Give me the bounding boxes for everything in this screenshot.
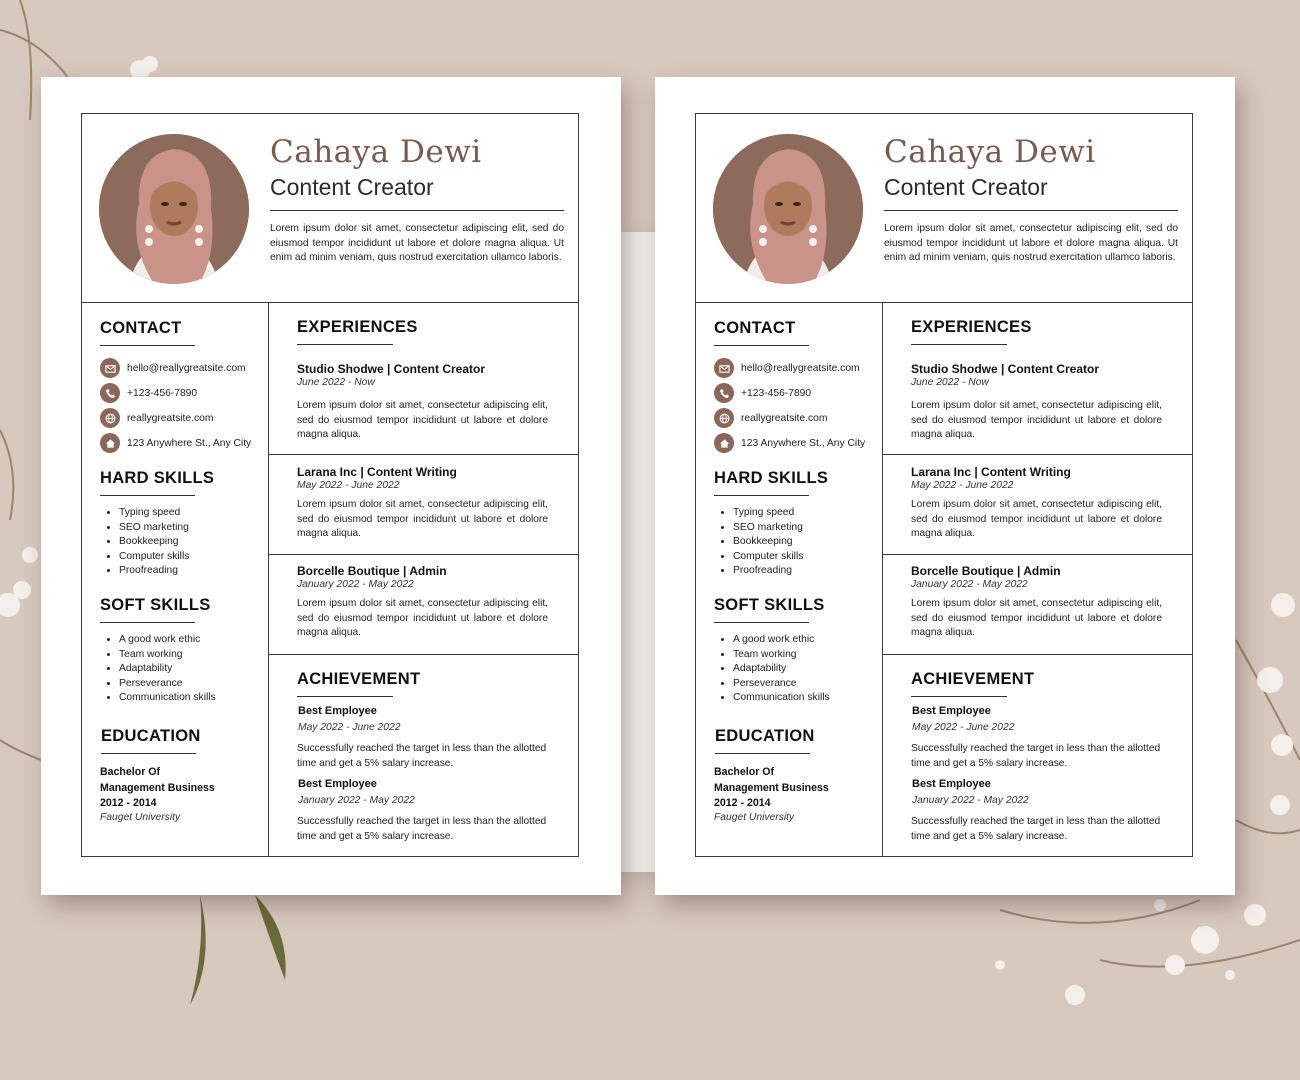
hard-skills-rule bbox=[714, 495, 809, 496]
header-divider bbox=[81, 302, 579, 303]
achievement-item-date: January 2022 - May 2022 bbox=[298, 795, 415, 806]
education-years: 2012 - 2014 bbox=[714, 797, 771, 809]
list-item: • Computer skills bbox=[119, 550, 189, 565]
experience-date: May 2022 - June 2022 bbox=[911, 480, 1014, 491]
experience-desc: Lorem ipsum dolor sit amet, consectetur adipiscing elit, sed do eiusmod tempor incididunt ut labore et dolore magna aliqua. bbox=[297, 499, 548, 540]
achievement-item-date: January 2022 - May 2022 bbox=[912, 795, 1029, 806]
hard-skills-list bbox=[99, 506, 189, 579]
contact-address: 123 Anywhere St., Any City bbox=[714, 433, 865, 453]
experiences-rule bbox=[297, 344, 393, 345]
mail-icon bbox=[100, 358, 120, 378]
achievement-item-title: Best Employee bbox=[298, 778, 377, 790]
list-item: • Adaptability bbox=[733, 662, 830, 677]
row-divider bbox=[268, 454, 579, 455]
experience-desc: Lorem ipsum dolor sit amet, consectetur adipiscing elit, sed do eiusmod tempor incididunt ut labore et dolore magna aliqua. bbox=[297, 598, 548, 639]
list-item: • Proofreading bbox=[733, 564, 803, 579]
candidate-name: Cahaya Dewi bbox=[884, 134, 1096, 170]
contact-title: CONTACT bbox=[100, 319, 182, 337]
experiences-title: EXPERIENCES bbox=[297, 318, 418, 336]
education-rule bbox=[715, 753, 810, 754]
profile-summary: Lorem ipsum dolor sit amet, consectetur adipiscing elit, sed do eiusmod tempor incididunt ut labore et dolore magna aliqua. Ut enim ad minim veniam, quis nostrud exercitation ullamco laboris. bbox=[270, 223, 564, 264]
achievement-item-title: Best Employee bbox=[912, 778, 991, 790]
achievement-item-desc: Successfully reached the target in less than the allotted time and get a 5% salary increase. bbox=[911, 816, 1161, 842]
education-degree: Bachelor Of bbox=[714, 766, 775, 778]
home-icon bbox=[714, 433, 734, 453]
experience-desc: Lorem ipsum dolor sit amet, consectetur adipiscing elit, sed do eiusmod tempor incididunt ut labore et dolore magna aliqua. bbox=[911, 499, 1162, 540]
list-item: • Typing speed bbox=[119, 506, 189, 521]
resume-page-left bbox=[41, 77, 621, 895]
hard-skills-rule bbox=[100, 495, 195, 496]
contact-rule bbox=[100, 345, 195, 346]
candidate-name: Cahaya Dewi bbox=[270, 134, 482, 170]
experience-title: Studio Shodwe | Content Creator bbox=[911, 362, 1100, 376]
hard-skills-list bbox=[713, 506, 803, 579]
education-title: EDUCATION bbox=[101, 727, 201, 745]
soft-skills-title: SOFT SKILLS bbox=[714, 596, 825, 614]
experience-title: Borcelle Boutique | Admin bbox=[911, 564, 1061, 578]
achievement-rule bbox=[911, 696, 1007, 697]
education-major: Management Business bbox=[100, 782, 215, 794]
contact-phone[interactable]: +123-456-7890 bbox=[714, 383, 811, 403]
soft-skills-list bbox=[99, 633, 216, 706]
experience-title: Larana Inc | Content Writing bbox=[911, 465, 1071, 479]
hard-skills-title: HARD SKILLS bbox=[714, 469, 829, 487]
phone-icon bbox=[714, 383, 734, 403]
contact-email[interactable]: hello@reallygreatsite.com bbox=[100, 358, 246, 378]
row-divider bbox=[268, 554, 579, 555]
column-divider bbox=[882, 302, 883, 857]
experience-date: January 2022 - May 2022 bbox=[911, 579, 1028, 590]
achievement-item-title: Best Employee bbox=[298, 705, 377, 717]
education-school: Fauget University bbox=[714, 812, 795, 823]
list-item: • Typing speed bbox=[733, 506, 803, 521]
achievement-title: ACHIEVEMENT bbox=[911, 670, 1035, 688]
contact-phone[interactable]: +123-456-7890 bbox=[100, 383, 197, 403]
hard-skills-title: HARD SKILLS bbox=[100, 469, 215, 487]
achievement-item-title: Best Employee bbox=[912, 705, 991, 717]
experience-date: May 2022 - June 2022 bbox=[297, 480, 400, 491]
achievement-item-date: May 2022 - June 2022 bbox=[912, 722, 1015, 733]
row-divider bbox=[882, 654, 1193, 655]
contact-rule bbox=[714, 345, 809, 346]
row-divider bbox=[882, 454, 1193, 455]
phone-icon bbox=[100, 383, 120, 403]
profile-photo bbox=[713, 134, 863, 284]
experience-date: June 2022 - Now bbox=[297, 377, 375, 388]
experience-title: Larana Inc | Content Writing bbox=[297, 465, 457, 479]
achievement-item-date: May 2022 - June 2022 bbox=[298, 722, 401, 733]
column-divider bbox=[268, 302, 269, 857]
achievement-item-desc: Successfully reached the target in less than the allotted time and get a 5% salary increase. bbox=[297, 816, 547, 842]
list-item: • Communication skills bbox=[733, 691, 830, 706]
education-degree: Bachelor Of bbox=[100, 766, 161, 778]
list-item: • A good work ethic bbox=[733, 633, 830, 648]
achievement-title: ACHIEVEMENT bbox=[297, 670, 421, 688]
experience-desc: Lorem ipsum dolor sit amet, consectetur adipiscing elit, sed do eiusmod tempor incididunt ut labore et dolore magna aliqua. bbox=[297, 400, 548, 441]
education-major: Management Business bbox=[714, 782, 829, 794]
education-school: Fauget University bbox=[100, 812, 181, 823]
experience-title: Borcelle Boutique | Admin bbox=[297, 564, 447, 578]
soft-skills-rule bbox=[714, 622, 809, 623]
list-item: • Adaptability bbox=[119, 662, 216, 677]
profile-summary: Lorem ipsum dolor sit amet, consectetur adipiscing elit, sed do eiusmod tempor incididunt ut labore et dolore magna aliqua. Ut enim ad minim veniam, quis nostrud exercitation ullamco laboris. bbox=[884, 223, 1178, 264]
education-rule bbox=[101, 753, 196, 754]
candidate-role: Content Creator bbox=[884, 174, 1048, 200]
soft-skills-rule bbox=[100, 622, 195, 623]
name-rule bbox=[270, 210, 564, 211]
achievement-item-desc: Successfully reached the target in less than the allotted time and get a 5% salary increase. bbox=[911, 743, 1161, 769]
contact-title: CONTACT bbox=[714, 319, 796, 337]
row-divider bbox=[882, 554, 1193, 555]
achievement-rule bbox=[297, 696, 393, 697]
list-item: • Perseverance bbox=[119, 677, 216, 692]
soft-skills-list bbox=[713, 633, 830, 706]
list-item: • Computer skills bbox=[733, 550, 803, 565]
resume-page-right bbox=[655, 77, 1235, 895]
home-icon bbox=[100, 433, 120, 453]
experience-title: Studio Shodwe | Content Creator bbox=[297, 362, 486, 376]
experience-desc: Lorem ipsum dolor sit amet, consectetur adipiscing elit, sed do eiusmod tempor incididunt ut labore et dolore magna aliqua. bbox=[911, 598, 1162, 639]
candidate-role: Content Creator bbox=[270, 174, 434, 200]
experience-date: June 2022 - Now bbox=[911, 377, 989, 388]
mail-icon bbox=[714, 358, 734, 378]
experience-date: January 2022 - May 2022 bbox=[297, 579, 414, 590]
globe-icon bbox=[100, 408, 120, 428]
experiences-rule bbox=[911, 344, 1007, 345]
list-item: • Team working bbox=[733, 648, 830, 663]
list-item: • Bookkeeping bbox=[733, 535, 803, 550]
list-item: • Team working bbox=[119, 648, 216, 663]
name-rule bbox=[884, 210, 1178, 211]
list-item: • Perseverance bbox=[733, 677, 830, 692]
globe-icon bbox=[714, 408, 734, 428]
contact-website[interactable]: reallygreatsite.com bbox=[100, 408, 213, 428]
soft-skills-title: SOFT SKILLS bbox=[100, 596, 211, 614]
list-item: • Bookkeeping bbox=[119, 535, 189, 550]
list-item: • Communication skills bbox=[119, 691, 216, 706]
profile-photo bbox=[99, 134, 249, 284]
achievement-item-desc: Successfully reached the target in less than the allotted time and get a 5% salary increase. bbox=[297, 743, 547, 769]
list-item: • SEO marketing bbox=[119, 521, 189, 536]
education-title: EDUCATION bbox=[715, 727, 815, 745]
contact-website[interactable]: reallygreatsite.com bbox=[714, 408, 827, 428]
contact-email[interactable]: hello@reallygreatsite.com bbox=[714, 358, 860, 378]
education-years: 2012 - 2014 bbox=[100, 797, 157, 809]
experience-desc: Lorem ipsum dolor sit amet, consectetur adipiscing elit, sed do eiusmod tempor incididunt ut labore et dolore magna aliqua. bbox=[911, 400, 1162, 441]
list-item: • A good work ethic bbox=[119, 633, 216, 648]
list-item: • Proofreading bbox=[119, 564, 189, 579]
experiences-title: EXPERIENCES bbox=[911, 318, 1032, 336]
list-item: • SEO marketing bbox=[733, 521, 803, 536]
header-divider bbox=[695, 302, 1193, 303]
contact-address: 123 Anywhere St., Any City bbox=[100, 433, 251, 453]
row-divider bbox=[268, 654, 579, 655]
